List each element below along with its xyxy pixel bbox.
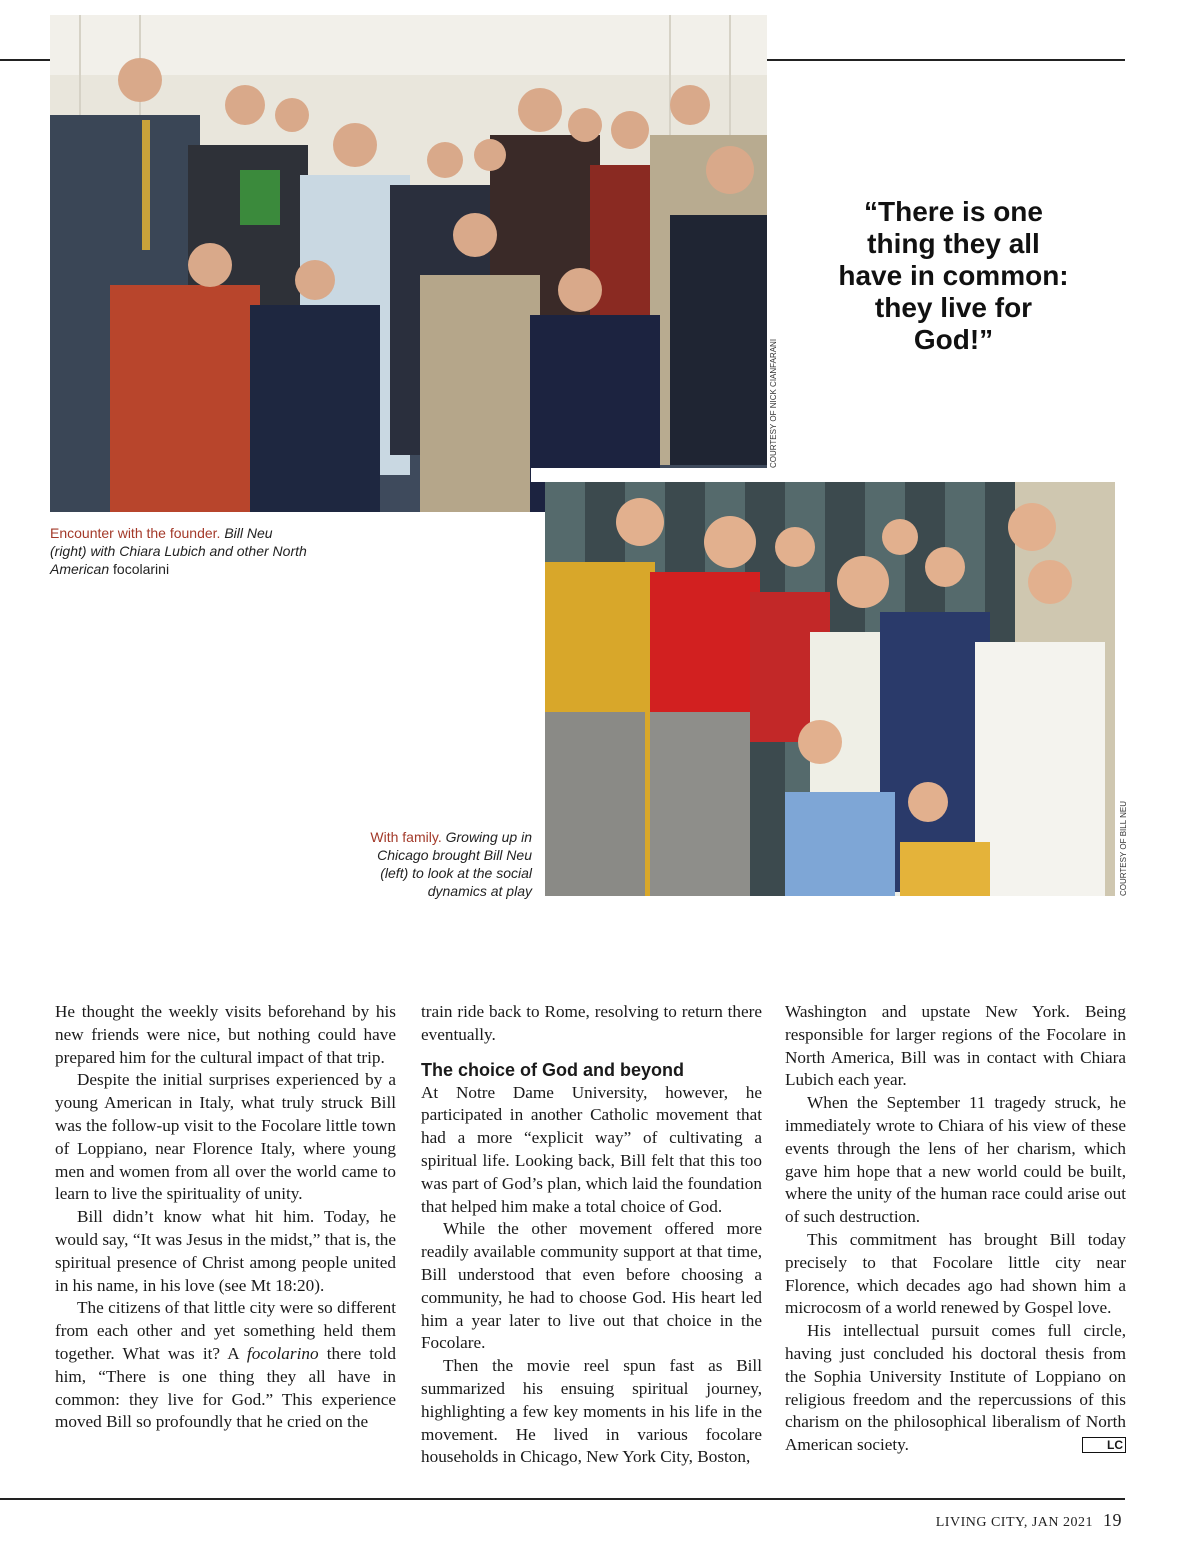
paragraph: He thought the weekly visits beforehand by his new friends were nice, but nothing could have prepared him for the cultural impact of that trip. xyxy=(55,1002,396,1067)
paragraph: This commitment has brought Bill today precisely to that Focolare little city near Florence, which decades ago had shown him a microcosm of a world renewed by Gospel love. xyxy=(785,1229,1126,1318)
family-photo-credit: COURTESY OF BILL NEU xyxy=(1119,801,1128,896)
paragraph-text: His intellectual pursuit comes full circle, having just concluded his doctoral thesis from the Sophia University Institute of Loppiano on religious freedom and the repercussions of this charism on the philosophical liberalism of North American society. xyxy=(785,1321,1126,1455)
family-photo-caption xyxy=(352,828,532,900)
bottom-rule xyxy=(0,1498,1125,1500)
founder-caption-tail: focolarini xyxy=(113,561,170,577)
page-footer xyxy=(936,1510,1122,1531)
family-caption-text: Growing up in Chicago brought Bill Neu (left) to look at the social dynamics at play xyxy=(377,829,532,899)
italic-term: focolarino xyxy=(246,1343,319,1363)
paragraph: At Notre Dame University, however, he participated in another Catholic movement that had a more “explicit way” of cultivating a spiritual life. Looking back, Bill felt that this too was part of God’s plan, which laid the foundation that helped him make a total choice of God. xyxy=(421,1082,762,1216)
founder-caption-text: Bill Neu (right) with Chiara Lubich and other North American xyxy=(50,525,307,577)
family-caption-lead: With family. xyxy=(370,829,442,845)
paragraph-text: The citizens of that little city were so different from each other and yet something held them together. What was it? A xyxy=(55,1298,396,1363)
founder-photo-credit: COURTESY OF NICK CIANFARANI xyxy=(769,338,778,468)
paragraph-text: there told him, “There is one thing they all have in common: they live for God.” This experience moved Bill so profoundly that he cried on the xyxy=(55,1343,397,1432)
issue-date: JAN 2021 xyxy=(1031,1515,1093,1530)
paragraph: Bill didn’t know what hit him. Today, he would say, “It was Jesus in the midst,” that is, the spiritual presence of Christ among people united in his name, in his love (see Mt 18:20). xyxy=(55,1207,396,1295)
paragraph: train ride back to Rome, resolving to return there eventually. xyxy=(421,1002,762,1044)
founder-group-photo xyxy=(50,15,767,512)
article-column-2 xyxy=(421,1001,762,1469)
pull-quote: “There is one thing they all have in common: they live for God!” xyxy=(838,196,1069,355)
founder-caption-lead: Encounter with the founder. xyxy=(50,525,221,541)
article-column-3 xyxy=(785,1001,1126,1457)
article-column-1 xyxy=(55,1001,396,1434)
end-mark: LC xyxy=(1082,1437,1126,1453)
founder-photo-caption xyxy=(50,524,310,578)
paragraph: Then the movie reel spun fast as Bill summarized his ensuing spiritual journey, highlighting a few key moments in his life in the movement. He lived in various focolare households in Chicago, New York City, Boston, xyxy=(421,1356,762,1467)
family-photo xyxy=(545,482,1115,896)
section-heading: The choice of God and beyond xyxy=(421,1059,685,1080)
paragraph: Despite the initial surprises experienced by a young American in Italy, what truly struck Bill was the follow-up visit to the Focolare little town of Loppiano, near Florence Italy, where young men and women from all over the world came to learn to live the spirituality of unity. xyxy=(55,1070,396,1204)
paragraph xyxy=(785,1320,1126,1457)
publication-name: LIVING CITY, xyxy=(935,1515,1028,1530)
paragraph: Washington and upstate New York. Being responsible for larger regions of the Focolare in North America, Bill was in contact with Chiara Lubich each year. xyxy=(785,1002,1126,1090)
paragraph xyxy=(55,1297,396,1434)
photo-overlap-gap xyxy=(531,468,771,482)
page-number: 19 xyxy=(1103,1510,1122,1530)
paragraph: While the other movement offered more readily available community support at that time, Bill understood that even before choosing a community, he had to choose God. His heart led him a year later to live out that choice in the Focolare. xyxy=(421,1219,762,1353)
paragraph: When the September 11 tragedy struck, he immediately wrote to Chiara of his view of these events through the lens of her charism, which gave him hope that a new world could be built, where the unity of the human race could arise out of such destruction. xyxy=(785,1093,1126,1227)
